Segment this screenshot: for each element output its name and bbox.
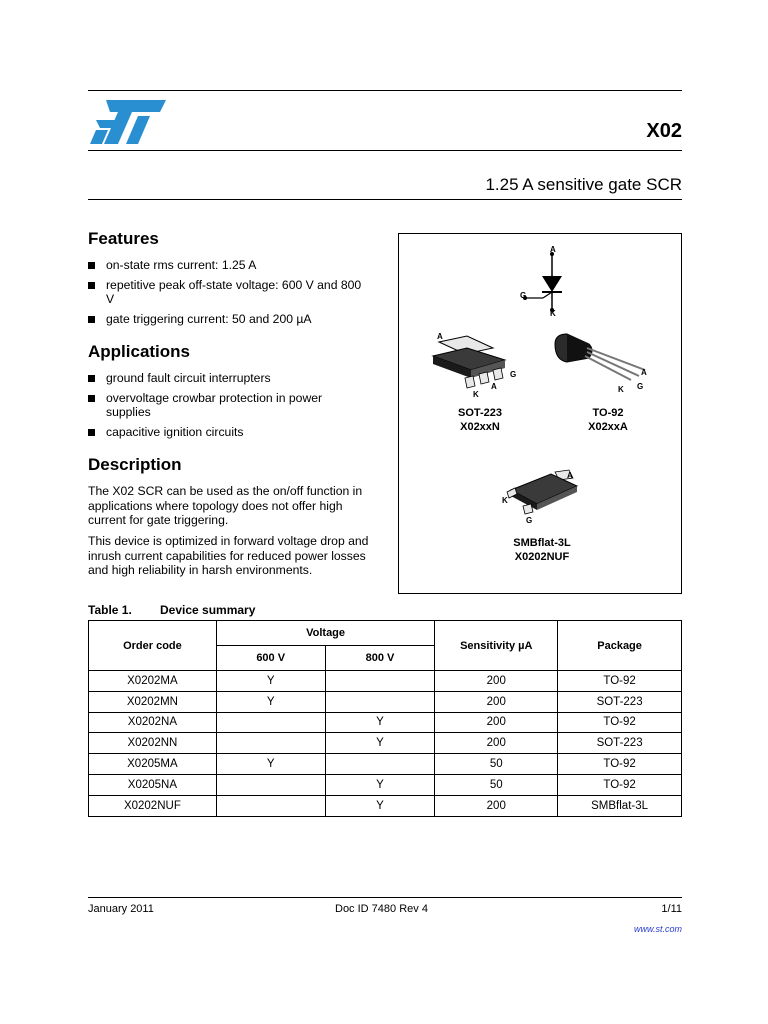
smbflat-label	[497, 536, 587, 564]
header-800v: 800 V	[325, 646, 435, 671]
list-item: overvoltage crowbar protection in power supplies	[88, 391, 368, 420]
smbflat-name: SMBflat-3L	[513, 537, 571, 549]
table-caption-number: Table 1.	[88, 603, 132, 617]
header-voltage: Voltage	[216, 621, 435, 646]
cell-600v: Y	[216, 671, 325, 692]
cell-package: TO-92	[558, 712, 682, 733]
cell-800v	[325, 754, 435, 775]
to92-label	[567, 406, 649, 434]
cell-600v: Y	[216, 691, 325, 712]
cell-package: TO-92	[558, 671, 682, 692]
sot223-pin-k: K	[473, 390, 479, 399]
cell-600v: Y	[216, 754, 325, 775]
cell-800v: Y	[325, 712, 435, 733]
list-item: capacitive ignition circuits	[88, 425, 368, 440]
cell-package: SOT-223	[558, 733, 682, 754]
cell-package: SMBflat-3L	[558, 795, 682, 816]
cell-order-code: X0202NN	[89, 733, 217, 754]
cell-order-code: X0202NUF	[89, 795, 217, 816]
package-figure-box	[398, 233, 682, 594]
cell-600v	[216, 712, 325, 733]
top-rule	[88, 90, 682, 91]
cell-600v	[216, 774, 325, 795]
cell-800v: Y	[325, 733, 435, 754]
cell-800v	[325, 691, 435, 712]
description-heading: Description	[88, 455, 182, 474]
smbflat-pin-g: G	[526, 516, 533, 525]
header-600v: 600 V	[216, 646, 325, 671]
smbflat-code: X0202NUF	[514, 551, 570, 563]
cell-800v: Y	[325, 774, 435, 795]
sot223-name: SOT-223	[457, 407, 503, 419]
sot223-pin-a: A	[437, 332, 443, 341]
cell-800v: Y	[325, 795, 435, 816]
subtitle: 1.25 A sensitive gate SCR	[485, 175, 682, 194]
description-paragraph-2: This device is optimized in forward voltage drop and inrush current capabilities for reduced power losses and high reliability in harsh environments.	[88, 534, 369, 578]
list-item: on-state rms current: 1.25 A	[88, 258, 368, 273]
applications-heading: Applications	[88, 342, 191, 361]
table-row	[89, 795, 682, 816]
footer-rule	[88, 897, 682, 898]
table-row	[89, 774, 682, 795]
to92-pin-a: A	[641, 368, 647, 377]
to92-pin-k: K	[618, 385, 624, 394]
header-rule	[88, 150, 682, 151]
symbol-pin-g: G	[520, 291, 527, 300]
smbflat-pin-k: K	[502, 496, 508, 505]
subtitle-rule	[88, 199, 682, 200]
footer-page-number: 1/11	[661, 903, 682, 915]
cell-package: SOT-223	[558, 691, 682, 712]
cell-800v	[325, 671, 435, 692]
table-row	[89, 733, 682, 754]
cell-sensitivity: 200	[435, 795, 558, 816]
features-heading: Features	[88, 229, 159, 248]
symbol-pin-k: K	[550, 309, 556, 318]
applications-list	[88, 371, 368, 444]
table-row	[89, 671, 682, 692]
cell-sensitivity: 200	[435, 671, 558, 692]
cell-sensitivity: 200	[435, 733, 558, 754]
sot223-label	[439, 406, 521, 434]
cell-sensitivity: 50	[435, 774, 558, 795]
smbflat-pin-a: A	[567, 471, 573, 480]
cell-package: TO-92	[558, 754, 682, 775]
cell-600v	[216, 733, 325, 754]
header-sensitivity: Sensitivity µA	[435, 621, 558, 671]
to92-name: TO-92	[592, 407, 624, 419]
cell-600v	[216, 795, 325, 816]
cell-order-code: X0202NA	[89, 712, 217, 733]
features-list	[88, 258, 368, 331]
footer-doc-id: Doc ID 7480 Rev 4	[335, 903, 428, 915]
symbol-pin-a: A	[550, 245, 556, 254]
cell-sensitivity: 200	[435, 712, 558, 733]
table-caption	[88, 603, 256, 617]
description-paragraph-1: The X02 SCR can be used as the on/off function in applications where topology does not offer high current for gate triggering.	[88, 484, 363, 528]
table-row	[89, 712, 682, 733]
list-item: repetitive peak off-state voltage: 600 V and 800 V	[88, 278, 368, 307]
footer-date: January 2011	[88, 903, 154, 915]
device-summary-table	[88, 620, 682, 817]
list-item: gate triggering current: 50 and 200 µA	[88, 312, 368, 327]
st-logo	[88, 98, 168, 146]
header-order-code: Order code	[89, 621, 217, 671]
scr-symbol-icon	[517, 246, 567, 316]
sot223-package-icon	[427, 334, 527, 396]
cell-order-code: X0202MN	[89, 691, 217, 712]
website-link[interactable]: www.st.com	[633, 924, 682, 934]
cell-package: TO-92	[558, 774, 682, 795]
cell-sensitivity: 200	[435, 691, 558, 712]
to92-pin-g: G	[637, 382, 644, 391]
cell-order-code: X0205MA	[89, 754, 217, 775]
part-number: X02	[646, 120, 682, 142]
header-package: Package	[558, 621, 682, 671]
to92-code: X02xxA	[588, 421, 628, 433]
list-item: ground fault circuit interrupters	[88, 371, 368, 386]
table-caption-title: Device summary	[160, 603, 256, 617]
cell-sensitivity: 50	[435, 754, 558, 775]
cell-order-code: X0202MA	[89, 671, 217, 692]
sot223-pin-g: G	[510, 370, 517, 379]
sot223-code: X02xxN	[460, 421, 500, 433]
table-row	[89, 691, 682, 712]
cell-order-code: X0205NA	[89, 774, 217, 795]
table-row	[89, 754, 682, 775]
sot223-pin-a2: A	[491, 382, 497, 391]
